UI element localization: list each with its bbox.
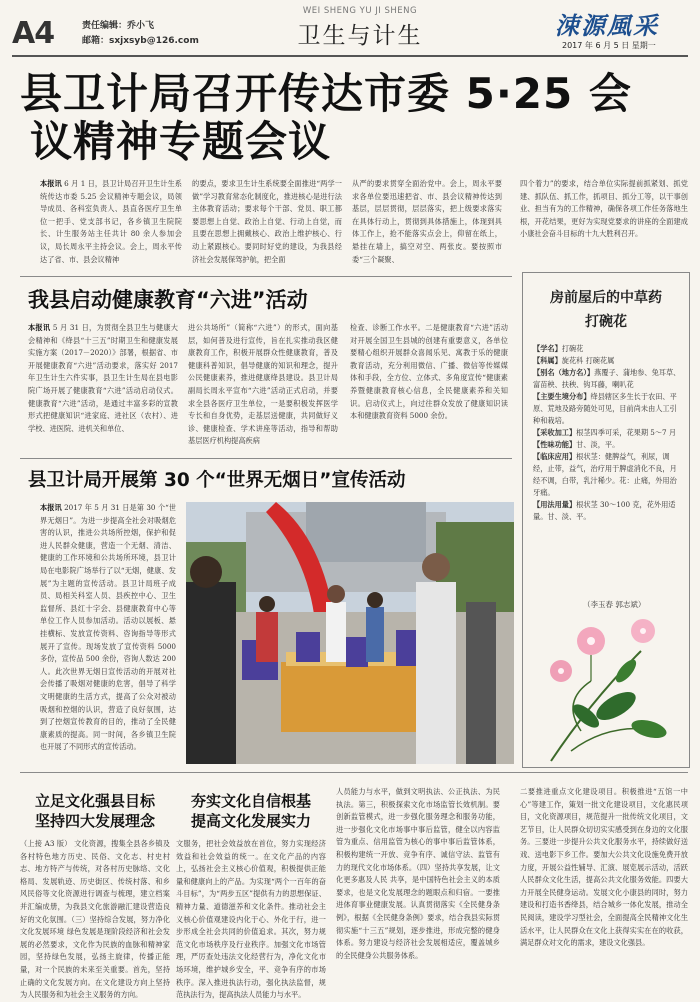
sidebar-entry: 【临床应用】根状茎：健脾益气，利尿，调经，止带，益气，治疗用于脾虚消化不良，月经不调，白带，乳汁稀少。花：止痛，外用治牙痛。 bbox=[533, 452, 677, 497]
article1-col2: 的要点，要求卫生计生系统要全面推进“两学一做”学习教育常态化制度化，推进核心是进行法主体教育活动；要求每个干部、党员、职工都要思想上自觉、政治上自觉、行动上自觉，而且要在思想上拥戴核心、政治上维护核心、行动上紧跟核心。要同时好党的建设，为我县经济社会发展保驾护航，把全面 bbox=[192, 179, 342, 264]
article3-body bbox=[40, 502, 176, 762]
sidebar-entry: 【采收加工】根茎四季可采，花果期 5～7 月 bbox=[533, 428, 677, 437]
issue-date: 2017 年 6 月 5 日 星期一 bbox=[562, 41, 656, 50]
sidebar-entry: 【别名（地方名）】燕覆子、蒲地参、兔耳草、富苗秧、扶秧、钩耳藤，喇叭花 bbox=[533, 368, 681, 389]
section-title: 卫生与计生 bbox=[297, 23, 423, 49]
headline-1a: 县卫计局召开传达市委 5·25 会 bbox=[20, 69, 632, 118]
article2-body bbox=[28, 322, 512, 452]
sidebar-signature: （李玉春 郭志斌） bbox=[583, 600, 646, 609]
article5-body: 文服务，把社会效益放在首位，努力实现经济效益和社会效益的统一。在文化产品的内容上，弘扬社会主义核心价值观，积极提供正能量和健康向上的产品。为实现“两个一百年的奋斗目标”，为“两步五区”提供有力的思想保证、精神力量、道德滋养和文化条件。推动社会主义核心价值观建设内化于心、外化于行，进一步形成全社会共同的价值追求。其次，努力规范文化市场秩序及行业秩序。加强文化市场管理，严厉查处违法文化经营行为，净化文化市场环境，维护城乡安全，平、竞争有序的市场秩序。深入推进执法行动，强化执法监督，规范执法行为，提高执法人员能力与水平。 bbox=[176, 839, 326, 1000]
herb-sidebar bbox=[522, 272, 690, 768]
section-pinyin: WEI SHENG YU JI SHENG bbox=[302, 6, 418, 16]
headline-4a: 立足文化强县目标 bbox=[34, 792, 155, 810]
article2-col2: 进公共场所”（简称“六进”）的形式，面向基层，如何普及进行宣传，旨在扎实推动我区健康教育工作，积极开展群众性健康教育，普及健康科普知识，倡导健康的知识和理念，提升公民健康素养，推进健康绛县建设。县卫计局副局长周永平宣布“六进”活动正式启动，并要求全县各医疗卫生单位，一是要积极发挥医学专长和自身优势，走基层送健康，共同做好义诊、健康检查、学术讲座等活动，指导和帮助基层医疗机构提高疾病 bbox=[188, 323, 338, 446]
headline-5b: 提高文化发展实力 bbox=[190, 812, 311, 830]
rule-a1-a2 bbox=[20, 276, 512, 277]
headline-3: 县卫计局开展第 30 个“世界无烟日”宣传活动 bbox=[28, 470, 406, 491]
event-photo bbox=[186, 502, 514, 764]
article2-col1-text: 5 月 31 日，为贯彻全县卫生与健康大会精神和《绛县“十三五”时期卫生和健康发展实施方案（2017－2020）》部署，根据省、市开展健康教育“六进”活动要求，落实好 2017 年卫生计生六件实事，县卫生计生局在县电影院广场开展了健康教育“六进”活动启动仪式。健康教育“六进”活动，是通过丰富多彩的宣教形式把健康知识“进家庭、进社区（农村）、进学校、进医院、进机关和单位、 bbox=[28, 323, 178, 433]
article1-col3: 从严的要求贯穿全面治党中。会上，周永平要求各单位要迅速把省、市、县会议精神传达到基层，层层贯彻，层层落实，把上级要求落实在具体行动上，贯彻到具体措施上，体现到具体工作上，抢不能落实点会上，仰留在纸上，悬挂在墙上，搞空对空、两张皮。要按照市委“三个凝聚、 bbox=[352, 179, 502, 264]
article3-byline: 本报讯 bbox=[40, 503, 62, 512]
headline-2: 我县启动健康教育“六进”活动 bbox=[28, 288, 308, 312]
flower-illustration bbox=[531, 611, 681, 761]
sidebar-subtitle: 打碗花 bbox=[585, 314, 627, 330]
sidebar-entry: 【学名】打碗花 bbox=[533, 344, 584, 353]
article1-byline: 本报讯 bbox=[40, 179, 62, 188]
article1-col1-text: 6 月 1 日，县卫计局召开卫生计生系统传达市委 5.25 会议精神专题会议，局领导成员、各科室负责人、县直各医疗卫生单位一把手、党支部书记，各乡镇卫生院院长、计生服务站主任共计 80 余人参加会议，局长周永平主持会议。会上，周永平传达了省、市、县会议精神 bbox=[40, 179, 182, 264]
headline-4b: 坚持四大发展理念 bbox=[34, 812, 155, 830]
sidebar-title: 房前屋后的中草药 bbox=[550, 290, 662, 306]
article2-byline: 本报讯 bbox=[28, 323, 51, 332]
article2-col1 bbox=[28, 322, 178, 452]
headline-5a: 夯实文化自信根基 bbox=[190, 792, 311, 810]
rule-bottom-section bbox=[20, 772, 688, 773]
sidebar-entry: 【科属】旋花科 打碗花属 bbox=[533, 356, 615, 365]
sidebar-entry: 【用法用量】根状茎 30～100 克，花外用适量。甘、淡、平。 bbox=[533, 500, 676, 521]
page-number: A4 bbox=[12, 16, 55, 51]
article1-col1 bbox=[40, 178, 182, 270]
sidebar-entries bbox=[533, 343, 681, 595]
email-label: 邮箱：sxjxsyb@126.com bbox=[82, 36, 199, 46]
editor-label: 责任编辑：乔小飞 bbox=[82, 21, 155, 31]
rule-a2-a3 bbox=[20, 458, 512, 459]
article6-body: 人员能力与水平，做到文明执法、公正执法、为民执法。第三，积极探索文化市场监管长效机制。要创新监管模式，进一步强化服务理念和服务功能，进一步强化文化市场事中事后监管，健全以内容监管为重点、信用监管为核心的事中事后监管体系，积极构建统一开放、竞争有序、诚信守法、监管有力的现代文化市场体系。（四）坚持共享发展，让文化更多惠及人民 共享，是中国特色社会主义的本质要求，也是文化发展理念的题眼点和归宿。一要推进体育事业健康发展。认真贯彻落实《全民健身条例》，根据《全民健身条例》要求，结合我县实际贯彻实施“十三五”规划，逐步推进，形成完整的健身体系。努力建设与经济社会发展相适应，覆盖城乡的全民健身公共服务体系。 bbox=[336, 787, 500, 960]
masthead-divider bbox=[12, 55, 688, 57]
article1-col4: 四个着力”的要求，结合单位实际提前抓紧划、抓党建、抓队伍、抓工作，抓项目、抓分工等，以干事创业、担当有为的工作精神，确保各项工作任务落地生根，开花结果，更好为实现党要求的讲座的全面建成小康社会奋斗目标的十九大胜利召开。 bbox=[520, 179, 688, 239]
article4-body: （上接 A3 版） 文化资源，搜集全县各乡镇及各村特色地方历史、民俗、文化志、村史村志、地方特产与传统，对各村历史脉络、文化格局、发展轨迹、历史街区、传统村落、和乡风民俗等文化资源进行调查与梳理，建立档案并汇编成册，为我县文化旅游融汇建设营造良好的文化氛围。（三）坚持综合发展，努力净化文化发展环境 绿色发展是现阶段经济和社会发展的必然要求，文化作为民族的血脉和精神家园，坚持绿色发展，弘扬主旋律，传播正能量，对一个民族的未来至关重要。首先，坚持止确的文化发展方向。在文化建设方向上坚持为人民服务和为社会主义服务的方向。 bbox=[20, 839, 170, 1000]
paper-name: 涑源風采 bbox=[555, 11, 659, 40]
sidebar-entry: 【主要生境分布】绛县辖区多生长于农田、平原、荒地及路旁随处可见，目前尚未由人工引种和栽培。 bbox=[533, 392, 677, 425]
sidebar-entry: 【性味功能】甘、淡，平。 bbox=[533, 440, 620, 449]
article7-body: 二要推进重点文化建设项目。积极推进“五馆一中心”等建工作，策划一批文化建设项目，文化惠民项目，文化资源项目，规范提升一批传统文化项目，文艺节目，让人民群众切切实实感受到在身边的文化服务。三要进一步提升公共文化服务水平，持续做好送戏、送电影下乡工作。要加大公共文化设施免费开放力度，开展公益性辅导、汇演、展览展示活动，活跃人民群众文化生活，提高公共文化服务效能。四要大力开展全民健身运动。发展文化小康县的同时，努力建设和打造书香绛县，结合城乡一体化发展，推动全民阅读，建设学习型社会，全面提高全民精神文化生活水平，让人民群众在文化上获得实实在在的收获，满足群众对文化的需求，建设文化强县。 bbox=[520, 787, 688, 948]
article2-col3: 检查、诊断工作水平。二是健康教育“六进”活动对开展全国卫生县城的创建有重要意义，各单位要精心组织开展群众喜闻乐见、寓教于乐的健康教育活动，充分利用微信、广播、微信等传媒媒体和手段，全方位、立体式、多角度宣传“健康素养暨健康教育核心信息，全民健康素养和关知识。启动仪式上，向过往群众发放了健康知识读本和健康教育资料 5000 余份。 bbox=[350, 323, 508, 421]
article1-body bbox=[40, 178, 688, 270]
article3-text: 2017 年 5 月 31 日是第 30 个“世界无烟日”。为进一步提高全社会对吸烟危害的认识，推进公共场所控烟，保护和促进人民群众健康，营造一个无烟、清洁、健康的工作环境和公共场所环境，县卫计局在电影院广场举行了以“无烟，健康、发展”为主题的宣传活动。县卫计局班子成员、局相关科室人员、县疾控中心、卫生监督所、县红十字会、县健康教育中心等单位工作人员参加活动。活动以展板、悬挂横标、发放宣传资料、咨询指导等形式展开了宣传。现场发放了宣传资料 5000 多份，宣传品 500 余份，咨询人数达 200 人。此次世界无烟日宣传活动的开展对社会传播了吸烟对健康的危害，倡导了科学文明健康的生活方式，提高了公众对被动吸烟和控烟的认识，营造了良好氛围，达到了控烟宣传教育的目的，推动了全民健康素质的提高。同一时间，各乡镇卫生院也开展了不同形式的宣传活动。 bbox=[40, 503, 176, 752]
headline-1b: 议精神专题会议 bbox=[30, 117, 332, 166]
